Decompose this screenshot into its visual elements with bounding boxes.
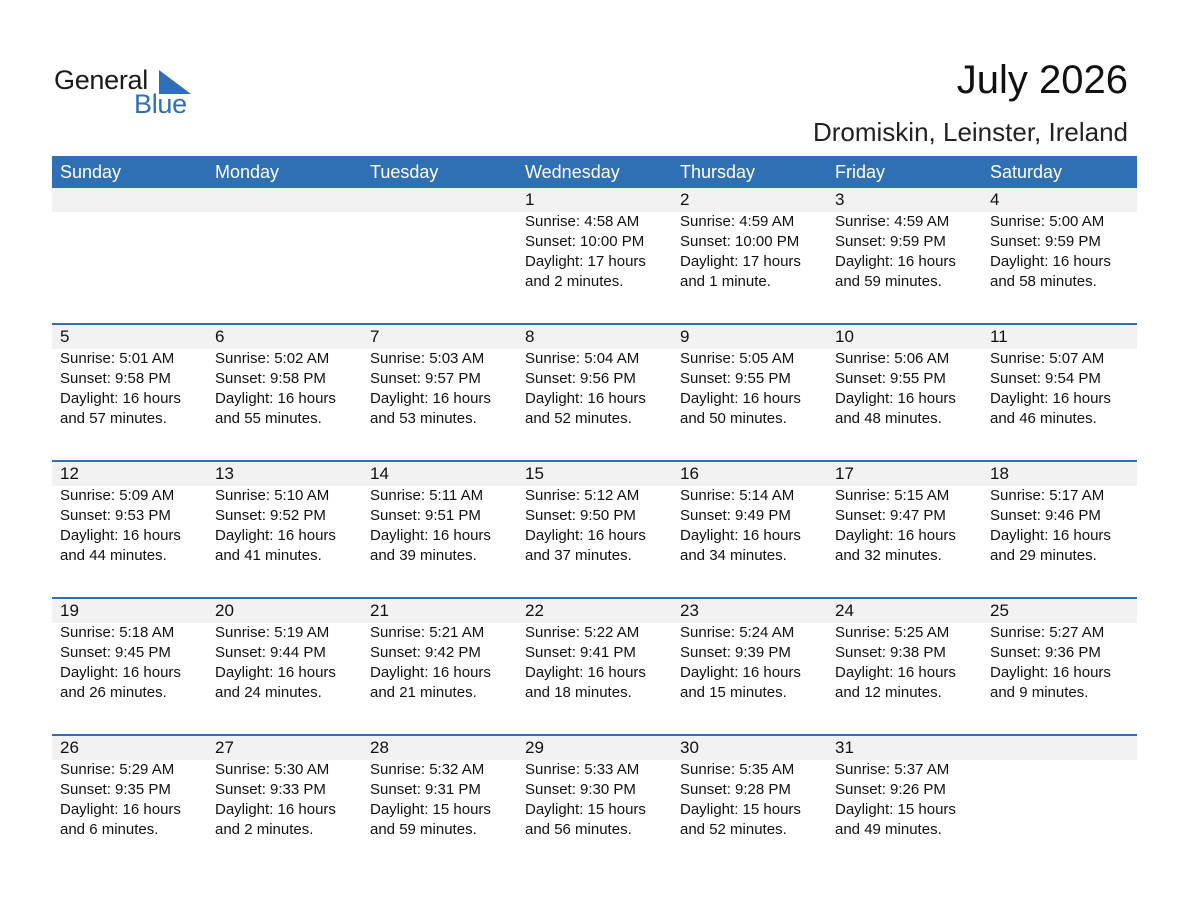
daylight-text: Daylight: 17 hours xyxy=(525,253,646,270)
sunrise-text: Sunrise: 5:12 AM xyxy=(525,487,640,504)
day-cell xyxy=(827,188,982,323)
daylight-minutes-text: and 2 minutes. xyxy=(525,273,624,290)
weekday-header: Monday xyxy=(215,162,280,182)
weekday-header-row xyxy=(52,156,1137,188)
daylight-minutes-text: and 24 minutes. xyxy=(215,684,322,701)
day-cell xyxy=(207,325,362,460)
day-cell xyxy=(52,736,207,871)
day-cell xyxy=(207,736,362,871)
daylight-minutes-text: and 34 minutes. xyxy=(680,547,787,564)
day-number: 9 xyxy=(680,327,690,346)
weeks-container xyxy=(52,188,1137,871)
week-cells xyxy=(52,462,1137,597)
weekday-header: Thursday xyxy=(680,162,756,182)
logo-general-text: General xyxy=(54,65,148,95)
daylight-minutes-text: and 55 minutes. xyxy=(215,410,322,427)
day-cell xyxy=(517,599,672,734)
sunrise-text: Sunrise: 5:02 AM xyxy=(215,350,330,367)
day-number: 18 xyxy=(990,464,1009,483)
sunset-text: Sunset: 9:47 PM xyxy=(835,507,946,524)
week-cells xyxy=(52,188,1137,323)
daylight-text: Daylight: 16 hours xyxy=(835,390,956,407)
day-cell xyxy=(827,462,982,597)
sunrise-text: Sunrise: 5:37 AM xyxy=(835,761,950,778)
sunset-text: Sunset: 9:55 PM xyxy=(680,370,791,387)
day-number: 11 xyxy=(990,327,1008,346)
day-number: 20 xyxy=(215,601,234,620)
day-cell xyxy=(517,325,672,460)
calendar-location: Dromiskin, Leinster, Ireland xyxy=(812,117,1128,147)
daylight-minutes-text: and 26 minutes. xyxy=(60,684,167,701)
sunset-text: Sunset: 9:31 PM xyxy=(370,781,481,798)
daylight-text: Daylight: 16 hours xyxy=(525,664,646,681)
daylight-minutes-text: and 9 minutes. xyxy=(990,684,1089,701)
sunrise-text: Sunrise: 4:58 AM xyxy=(525,213,640,230)
sunrise-text: Sunrise: 5:21 AM xyxy=(370,624,485,641)
sunset-text: Sunset: 9:28 PM xyxy=(680,781,791,798)
sunrise-text: Sunrise: 5:27 AM xyxy=(990,624,1105,641)
sunrise-text: Sunrise: 4:59 AM xyxy=(835,213,950,230)
sunset-text: Sunset: 9:58 PM xyxy=(60,370,171,387)
daylight-text: Daylight: 16 hours xyxy=(990,527,1111,544)
day-number: 5 xyxy=(60,327,70,346)
day-cell xyxy=(517,462,672,597)
daylight-minutes-text: and 15 minutes. xyxy=(680,684,787,701)
sunset-text: Sunset: 9:52 PM xyxy=(215,507,326,524)
day-number: 1 xyxy=(525,190,535,209)
day-number: 14 xyxy=(370,464,389,483)
day-cell xyxy=(362,462,517,597)
day-number: 26 xyxy=(60,738,79,757)
day-cell xyxy=(362,325,517,460)
sunset-text: Sunset: 9:38 PM xyxy=(835,644,946,661)
sunset-text: Sunset: 9:55 PM xyxy=(835,370,946,387)
sunrise-text: Sunrise: 5:04 AM xyxy=(525,350,640,367)
weekday-header: Wednesday xyxy=(525,162,620,182)
sunset-text: Sunset: 10:00 PM xyxy=(525,233,645,250)
sunrise-text: Sunrise: 5:03 AM xyxy=(370,350,485,367)
day-number: 25 xyxy=(990,601,1009,620)
daylight-minutes-text: and 37 minutes. xyxy=(525,547,632,564)
sunset-text: Sunset: 9:59 PM xyxy=(835,233,946,250)
day-cell xyxy=(207,599,362,734)
day-number: 8 xyxy=(525,327,535,346)
day-cell xyxy=(517,188,672,323)
sunset-text: Sunset: 9:39 PM xyxy=(680,644,791,661)
empty-day-cell xyxy=(52,188,207,323)
day-cell xyxy=(672,188,827,323)
daylight-text: Daylight: 16 hours xyxy=(680,527,801,544)
daylight-text: Daylight: 16 hours xyxy=(835,664,956,681)
sunset-text: Sunset: 9:59 PM xyxy=(990,233,1101,250)
daylight-minutes-text: and 49 minutes. xyxy=(835,821,942,838)
day-cell xyxy=(672,462,827,597)
daylight-text: Daylight: 16 hours xyxy=(60,801,181,818)
sunrise-text: Sunrise: 5:30 AM xyxy=(215,761,330,778)
week-row xyxy=(52,734,1137,871)
day-cell xyxy=(672,736,827,871)
daylight-text: Daylight: 16 hours xyxy=(60,664,181,681)
daylight-minutes-text: and 29 minutes. xyxy=(990,547,1097,564)
calendar-grid xyxy=(52,156,1137,871)
day-cell xyxy=(982,188,1137,323)
day-cell xyxy=(827,736,982,871)
sunset-text: Sunset: 9:36 PM xyxy=(990,644,1101,661)
day-cell xyxy=(827,599,982,734)
day-number: 4 xyxy=(990,190,1000,209)
daylight-text: Daylight: 16 hours xyxy=(680,390,801,407)
daylight-minutes-text: and 56 minutes. xyxy=(525,821,632,838)
sunset-text: Sunset: 10:00 PM xyxy=(680,233,800,250)
day-number: 21 xyxy=(370,601,389,620)
sunrise-text: Sunrise: 5:25 AM xyxy=(835,624,950,641)
sunrise-text: Sunrise: 5:18 AM xyxy=(60,624,175,641)
daylight-minutes-text: and 39 minutes. xyxy=(370,547,477,564)
daylight-minutes-text: and 41 minutes. xyxy=(215,547,322,564)
day-number: 10 xyxy=(835,327,854,346)
day-cell xyxy=(672,599,827,734)
calendar-title: July 2026 xyxy=(956,58,1128,102)
sunrise-text: Sunrise: 5:14 AM xyxy=(680,487,795,504)
daylight-minutes-text: and 44 minutes. xyxy=(60,547,167,564)
empty-day-cell xyxy=(207,188,362,323)
empty-day-cell xyxy=(982,736,1137,871)
day-number: 15 xyxy=(525,464,544,483)
week-row xyxy=(52,323,1137,460)
sunrise-text: Sunrise: 5:35 AM xyxy=(680,761,795,778)
daylight-text: Daylight: 16 hours xyxy=(990,664,1111,681)
sunset-text: Sunset: 9:30 PM xyxy=(525,781,636,798)
sunrise-text: Sunrise: 5:24 AM xyxy=(680,624,795,641)
day-cell xyxy=(982,325,1137,460)
day-number: 19 xyxy=(60,601,79,620)
day-number: 17 xyxy=(835,464,854,483)
sunrise-text: Sunrise: 5:33 AM xyxy=(525,761,640,778)
day-number: 24 xyxy=(835,601,854,620)
daylight-text: Daylight: 16 hours xyxy=(370,664,491,681)
sunset-text: Sunset: 9:46 PM xyxy=(990,507,1101,524)
sunrise-text: Sunrise: 5:32 AM xyxy=(370,761,485,778)
logo-blue-text: Blue xyxy=(134,89,187,119)
daylight-minutes-text: and 53 minutes. xyxy=(370,410,477,427)
day-cell xyxy=(982,599,1137,734)
sunset-text: Sunset: 9:26 PM xyxy=(835,781,946,798)
sunrise-text: Sunrise: 5:17 AM xyxy=(990,487,1105,504)
daylight-text: Daylight: 16 hours xyxy=(835,253,956,270)
daylight-text: Daylight: 15 hours xyxy=(835,801,956,818)
daylight-minutes-text: and 6 minutes. xyxy=(60,821,159,838)
sunrise-text: Sunrise: 5:00 AM xyxy=(990,213,1105,230)
day-cell xyxy=(517,736,672,871)
sunset-text: Sunset: 9:50 PM xyxy=(525,507,636,524)
sunrise-text: Sunrise: 5:11 AM xyxy=(370,487,484,504)
sunrise-text: Sunrise: 5:10 AM xyxy=(215,487,330,504)
day-cell xyxy=(672,325,827,460)
sunset-text: Sunset: 9:45 PM xyxy=(60,644,171,661)
sunrise-text: Sunrise: 5:06 AM xyxy=(835,350,950,367)
weekday-header: Tuesday xyxy=(370,162,439,182)
daylight-text: Daylight: 16 hours xyxy=(835,527,956,544)
daylight-text: Daylight: 15 hours xyxy=(680,801,801,818)
daylight-minutes-text: and 46 minutes. xyxy=(990,410,1097,427)
day-number: 22 xyxy=(525,601,544,620)
daylight-minutes-text: and 59 minutes. xyxy=(370,821,477,838)
sunset-text: Sunset: 9:54 PM xyxy=(990,370,1101,387)
daylight-text: Daylight: 16 hours xyxy=(60,390,181,407)
sunrise-text: Sunrise: 5:01 AM xyxy=(60,350,175,367)
sunset-text: Sunset: 9:33 PM xyxy=(215,781,326,798)
daylight-minutes-text: and 18 minutes. xyxy=(525,684,632,701)
sunset-text: Sunset: 9:41 PM xyxy=(525,644,636,661)
weekday-header: Sunday xyxy=(60,162,122,182)
daylight-text: Daylight: 16 hours xyxy=(370,527,491,544)
daylight-minutes-text: and 12 minutes. xyxy=(835,684,942,701)
day-number: 7 xyxy=(370,327,380,346)
day-number: 3 xyxy=(835,190,845,209)
sunrise-text: Sunrise: 5:07 AM xyxy=(990,350,1105,367)
daylight-text: Daylight: 16 hours xyxy=(525,390,646,407)
general-blue-logo xyxy=(54,64,204,120)
day-number: 6 xyxy=(215,327,225,346)
daylight-text: Daylight: 16 hours xyxy=(60,527,181,544)
sunrise-text: Sunrise: 5:19 AM xyxy=(215,624,330,641)
sunset-text: Sunset: 9:44 PM xyxy=(215,644,326,661)
day-number: 28 xyxy=(370,738,389,757)
daylight-text: Daylight: 17 hours xyxy=(680,253,801,270)
day-number: 31 xyxy=(835,738,854,757)
daylight-minutes-text: and 50 minutes. xyxy=(680,410,787,427)
sunrise-text: Sunrise: 5:05 AM xyxy=(680,350,795,367)
daylight-text: Daylight: 16 hours xyxy=(215,390,336,407)
day-cell xyxy=(982,462,1137,597)
sunrise-text: Sunrise: 5:15 AM xyxy=(835,487,950,504)
day-cell xyxy=(52,325,207,460)
day-cell xyxy=(52,599,207,734)
daylight-text: Daylight: 16 hours xyxy=(215,527,336,544)
sunrise-text: Sunrise: 5:09 AM xyxy=(60,487,175,504)
daylight-text: Daylight: 16 hours xyxy=(215,801,336,818)
daylight-minutes-text: and 52 minutes. xyxy=(525,410,632,427)
week-cells xyxy=(52,736,1137,871)
sunrise-text: Sunrise: 5:29 AM xyxy=(60,761,175,778)
daylight-minutes-text: and 1 minute. xyxy=(680,273,771,290)
day-number: 2 xyxy=(680,190,690,209)
empty-day-cell xyxy=(362,188,517,323)
sunset-text: Sunset: 9:53 PM xyxy=(60,507,171,524)
daylight-text: Daylight: 16 hours xyxy=(525,527,646,544)
sunrise-text: Sunrise: 4:59 AM xyxy=(680,213,795,230)
daylight-text: Daylight: 16 hours xyxy=(990,253,1111,270)
day-number: 13 xyxy=(215,464,234,483)
sunset-text: Sunset: 9:58 PM xyxy=(215,370,326,387)
sunset-text: Sunset: 9:49 PM xyxy=(680,507,791,524)
sunset-text: Sunset: 9:57 PM xyxy=(370,370,481,387)
daylight-minutes-text: and 48 minutes. xyxy=(835,410,942,427)
day-cell xyxy=(362,736,517,871)
daylight-text: Daylight: 16 hours xyxy=(990,390,1111,407)
daylight-text: Daylight: 15 hours xyxy=(370,801,491,818)
sunrise-text: Sunrise: 5:22 AM xyxy=(525,624,640,641)
sunset-text: Sunset: 9:56 PM xyxy=(525,370,636,387)
week-cells xyxy=(52,325,1137,460)
week-cells xyxy=(52,599,1137,734)
day-cell xyxy=(362,599,517,734)
day-number: 27 xyxy=(215,738,234,757)
week-row xyxy=(52,460,1137,597)
daylight-minutes-text: and 52 minutes. xyxy=(680,821,787,838)
week-row xyxy=(52,597,1137,734)
daylight-minutes-text: and 57 minutes. xyxy=(60,410,167,427)
daylight-text: Daylight: 15 hours xyxy=(525,801,646,818)
sunset-text: Sunset: 9:42 PM xyxy=(370,644,481,661)
day-number: 23 xyxy=(680,601,699,620)
daylight-text: Daylight: 16 hours xyxy=(680,664,801,681)
day-cell xyxy=(52,462,207,597)
day-cell xyxy=(207,462,362,597)
weekday-header: Friday xyxy=(835,162,886,182)
day-number: 30 xyxy=(680,738,699,757)
daylight-minutes-text: and 59 minutes. xyxy=(835,273,942,290)
day-number: 12 xyxy=(60,464,79,483)
sunset-text: Sunset: 9:51 PM xyxy=(370,507,481,524)
daylight-minutes-text: and 2 minutes. xyxy=(215,821,314,838)
daylight-minutes-text: and 32 minutes. xyxy=(835,547,942,564)
daylight-minutes-text: and 58 minutes. xyxy=(990,273,1097,290)
daylight-text: Daylight: 16 hours xyxy=(370,390,491,407)
week-row xyxy=(52,188,1137,323)
daylight-minutes-text: and 21 minutes. xyxy=(370,684,477,701)
sunset-text: Sunset: 9:35 PM xyxy=(60,781,171,798)
day-cell xyxy=(827,325,982,460)
weekday-header: Saturday xyxy=(990,162,1063,182)
daylight-text: Daylight: 16 hours xyxy=(215,664,336,681)
day-number: 16 xyxy=(680,464,699,483)
day-number: 29 xyxy=(525,738,544,757)
